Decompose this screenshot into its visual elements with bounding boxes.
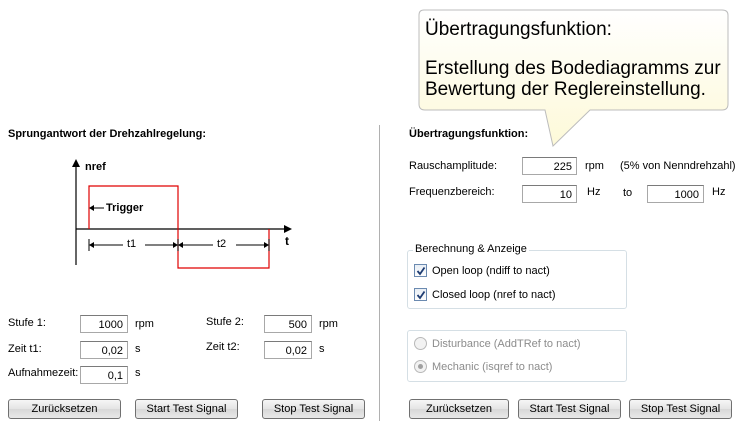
freq-to-input[interactable]: 1000	[647, 185, 704, 203]
trigger-arrow	[89, 205, 94, 211]
mechanic-radio[interactable]	[414, 360, 427, 373]
zeit-t1-input[interactable]: 0,02	[80, 341, 128, 359]
stufe2-label: Stufe 2:	[206, 316, 244, 328]
t2-label: t2	[217, 238, 227, 250]
stufe1-unit: rpm	[135, 318, 154, 330]
open-loop-label[interactable]: Open loop (ndiff to nact)	[432, 265, 550, 277]
x-axis-arrow	[284, 225, 292, 233]
freq-label: Frequenzbereich:	[409, 186, 495, 198]
tooltip-title: Übertragungsfunktion:	[425, 19, 612, 40]
zeit-t2-label: Zeit t2:	[206, 341, 240, 353]
freq-from-input[interactable]: 10	[522, 185, 577, 203]
trigger-label: Trigger	[106, 202, 144, 214]
x-axis-label: t	[285, 234, 289, 248]
rausch-input[interactable]: 225	[522, 157, 577, 175]
left-start-test-signal-button[interactable]: Start Test Signal	[135, 399, 238, 419]
transfer-function-heading: Übertragungsfunktion:	[409, 128, 529, 140]
calc-display-group-title: Berechnung & Anzeige	[415, 243, 527, 255]
freq-to-label: to	[623, 187, 633, 199]
closed-loop-checkbox[interactable]	[414, 288, 427, 301]
stufe1-label: Stufe 1:	[8, 317, 46, 329]
open-loop-checkbox[interactable]	[414, 264, 427, 277]
tooltip-line-1: Erstellung des Bodediagramms zur	[425, 58, 721, 79]
right-reset-button[interactable]: Zurücksetzen	[409, 399, 509, 419]
y-axis-label: nref	[85, 161, 106, 173]
checkmark-icon	[416, 266, 426, 276]
aufnahmezeit-input[interactable]: 0,1	[80, 366, 128, 384]
zeit-t1-label: Zeit t1:	[8, 343, 42, 355]
closed-loop-label[interactable]: Closed loop (nref to nact)	[432, 289, 556, 301]
panel-divider	[379, 125, 380, 421]
t1-label: t1	[127, 238, 137, 250]
freq-from-unit: Hz	[587, 186, 601, 198]
mechanic-label[interactable]: Mechanic (isqref to nact)	[432, 361, 553, 373]
disturbance-label[interactable]: Disturbance (AddTRef to nact)	[432, 338, 581, 350]
stufe1-input[interactable]: 1000	[80, 315, 128, 333]
step-diagram	[60, 155, 310, 275]
rausch-note: (5% von Nenndrehzahl)	[620, 160, 736, 172]
freq-to-unit: Hz	[712, 186, 726, 198]
left-reset-button[interactable]: Zurücksetzen	[8, 399, 121, 419]
left-stop-test-signal-button[interactable]: Stop Test Signal	[262, 399, 365, 419]
disturbance-radio[interactable]	[414, 337, 427, 350]
tooltip-line-2: Bewertung der Reglereinstellung.	[425, 79, 706, 100]
step-response-heading: Sprungantwort der Drehzahlregelung:	[8, 128, 207, 140]
y-axis-arrow	[72, 159, 80, 167]
signal-trace	[89, 186, 269, 268]
stufe2-unit: rpm	[319, 318, 338, 330]
rausch-label: Rauschamplitude:	[409, 160, 498, 172]
zeit-t2-input[interactable]: 0,02	[264, 341, 312, 359]
aufnahmezeit-unit: s	[135, 367, 141, 379]
stufe2-input[interactable]: 500	[264, 315, 312, 333]
zeit-t1-unit: s	[135, 343, 141, 355]
checkmark-icon	[416, 290, 426, 300]
rausch-unit: rpm	[585, 160, 604, 172]
zeit-t2-unit: s	[319, 343, 325, 355]
right-start-test-signal-button[interactable]: Start Test Signal	[518, 399, 621, 419]
aufnahmezeit-label: Aufnahmezeit:	[8, 367, 79, 379]
right-stop-test-signal-button[interactable]: Stop Test Signal	[629, 399, 732, 419]
